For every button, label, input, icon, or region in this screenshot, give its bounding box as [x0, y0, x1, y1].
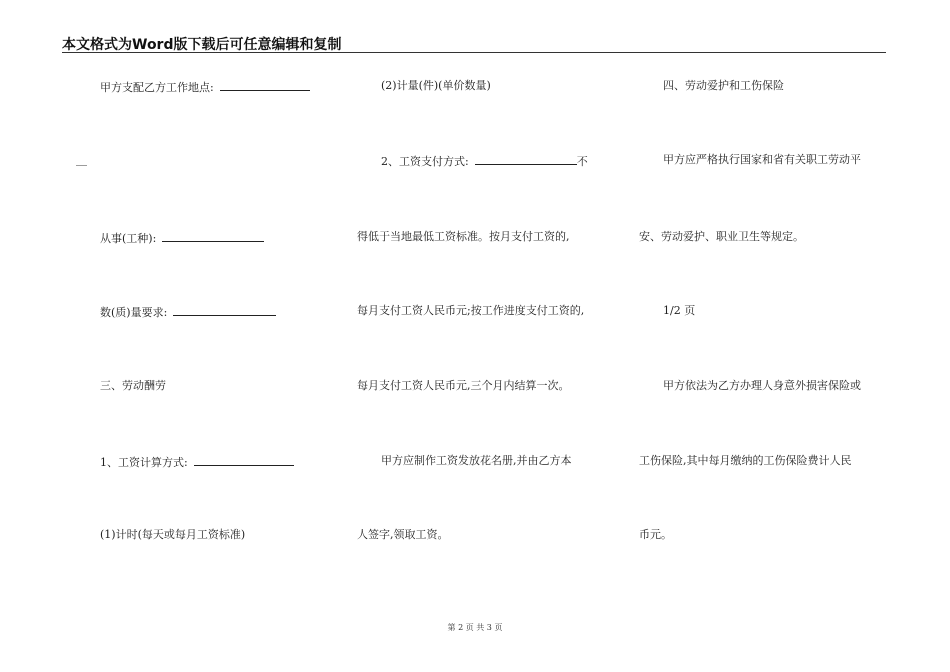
text-line-work-location	[100, 79, 310, 95]
text-line-payroll-roster: 甲方应制作工资发放花名册,并由乙方本	[381, 454, 572, 467]
wage-calculation-blank	[194, 454, 294, 466]
text-line-quarterly-settlement: 每月支付工资人民币元,三个月内结算一次。	[357, 379, 570, 392]
wage-payment-label: 2、工资支付方式:	[381, 155, 469, 168]
text-line-wage-calculation	[100, 454, 294, 470]
text-line-yuan: 币元。	[639, 528, 672, 541]
section-heading-labor-pay: 三、劳动酬劳	[100, 379, 166, 392]
wage-payment-tail: 不	[576, 155, 588, 168]
header-divider	[62, 52, 886, 53]
text-line-signature-receipt: 人签字,领取工资。	[357, 528, 449, 541]
text-line-monthly-payment: 每月支付工资人民币元;按工作进度支付工资的,	[357, 304, 585, 317]
text-line-quality-requirement	[100, 304, 276, 320]
wage-payment-blank	[475, 153, 577, 165]
document-header-title: 本文格式为Word版下载后可任意编辑和复制	[62, 37, 342, 53]
text-line-wage-payment	[381, 153, 588, 169]
page-footer: 第 2 页 共 3 页	[447, 623, 503, 632]
wage-calculation-label: 1、工资计算方式:	[100, 456, 188, 469]
text-line-safety-regulations: 甲方应严格执行国家和省有关职工劳动平	[663, 153, 861, 166]
text-line-time-based-wage: (1)计时(每天或每月工资标准)	[100, 528, 246, 541]
text-line-piece-rate: (2)计量(件)(单价数量)	[381, 79, 491, 92]
text-line-minimum-wage: 得低于当地最低工资标准。按月支付工资的,	[357, 230, 570, 243]
section-heading-labor-protection: 四、劳动爱护和工伤保险	[663, 79, 784, 92]
text-line-occupational-health: 安、劳动爱护、职业卫生等规定。	[639, 230, 804, 243]
work-location-blank	[220, 79, 310, 91]
job-type-blank	[162, 230, 264, 242]
quality-requirement-label: 数(质)量要求:	[100, 306, 168, 319]
text-line-injury-insurance-fee: 工伤保险,其中每月缴纳的工伤保险费计人民	[639, 454, 852, 467]
text-line-continuation-blank: __	[76, 153, 87, 166]
text-line-accident-insurance: 甲方依法为乙方办理人身意外损害保险或	[663, 379, 861, 392]
text-line-job-type	[100, 230, 264, 246]
job-type-label: 从事(工种):	[100, 232, 157, 245]
quality-requirement-blank	[173, 304, 276, 316]
work-location-label: 甲方支配乙方工作地点:	[100, 81, 214, 94]
inline-page-number: 1/2 页	[663, 304, 696, 317]
